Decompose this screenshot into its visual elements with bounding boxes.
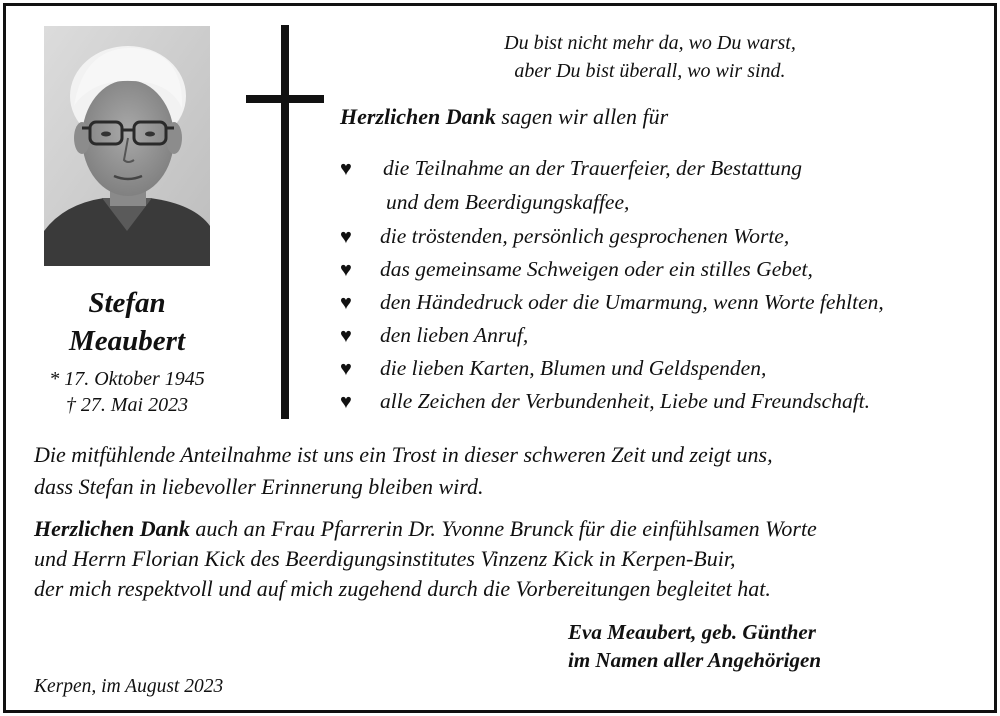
list-item: und dem Beerdigungskaffee, xyxy=(386,190,630,214)
list-item: den Händedruck oder die Umarmung, wenn Worte fehlten, xyxy=(380,290,884,314)
thanks2-line-3: der mich respektvoll und auf mich zugehend durch die Vorbereitungen begleitet hat. xyxy=(34,576,771,601)
list-item: die Teilnahme an der Trauerfeier, der Bestattung xyxy=(383,156,803,180)
heart-icon: ♥ xyxy=(340,358,352,380)
list-item: die lieben Karten, Blumen und Geldspenden, xyxy=(380,356,767,380)
signature-line-2: im Namen aller Angehörigen xyxy=(568,648,821,672)
list-item: alle Zeichen der Verbundenheit, Liebe und Freundschaft. xyxy=(380,389,871,413)
thanks-intro-rest: sagen wir allen für xyxy=(495,104,669,129)
heart-icon: ♥ xyxy=(340,226,352,248)
heart-icon: ♥ xyxy=(340,259,352,281)
portrait-illustration xyxy=(44,26,210,266)
thanks2-line-2: und Herrn Florian Kick des Beerdigungsinstitutes Vinzenz Kick in Kerpen-Buir, xyxy=(34,546,736,571)
heart-icon: ♥ xyxy=(340,325,352,347)
signature-line-1: Eva Meaubert, geb. Günther xyxy=(568,620,816,644)
list-item: die tröstenden, persönlich gesprochenen Worte, xyxy=(380,224,790,248)
cross-icon xyxy=(281,25,289,419)
birth-date: * 17. Oktober 1945 xyxy=(49,368,205,390)
thanks-intro-bold: Herzlichen Dank xyxy=(340,104,496,129)
deceased-first-name: Stefan xyxy=(88,287,166,319)
portrait-photo xyxy=(44,26,210,266)
thanks2-bold: Herzlichen Dank xyxy=(34,516,190,541)
heart-icon: ♥ xyxy=(340,158,352,180)
comfort-line-2: dass Stefan in liebevoller Erinnerung bleiben wird. xyxy=(34,474,484,499)
list-item: den lieben Anruf, xyxy=(380,323,529,347)
place-date: Kerpen, im August 2023 xyxy=(34,676,224,697)
death-date: † 27. Mai 2023 xyxy=(65,394,189,416)
deceased-last-name: Meaubert xyxy=(69,325,185,357)
cross-icon-bar xyxy=(246,95,324,103)
list-item: das gemeinsame Schweigen oder ein stilles Gebet, xyxy=(380,257,813,281)
thanks-intro xyxy=(340,104,668,130)
heart-icon: ♥ xyxy=(340,391,352,413)
thanks2-line-1 xyxy=(34,516,817,542)
thanks2-line-1-rest: auch an Frau Pfarrerin Dr. Yvonne Brunck für die einfühlsamen Worte xyxy=(189,516,817,541)
heart-icon: ♥ xyxy=(340,292,352,314)
motto-line-2: aber Du bist überall, wo wir sind. xyxy=(514,60,786,82)
motto-line-1: Du bist nicht mehr da, wo Du warst, xyxy=(504,32,796,54)
comfort-line-1: Die mitfühlende Anteilnahme ist uns ein Trost in dieser schweren Zeit und zeigt uns, xyxy=(34,442,773,467)
